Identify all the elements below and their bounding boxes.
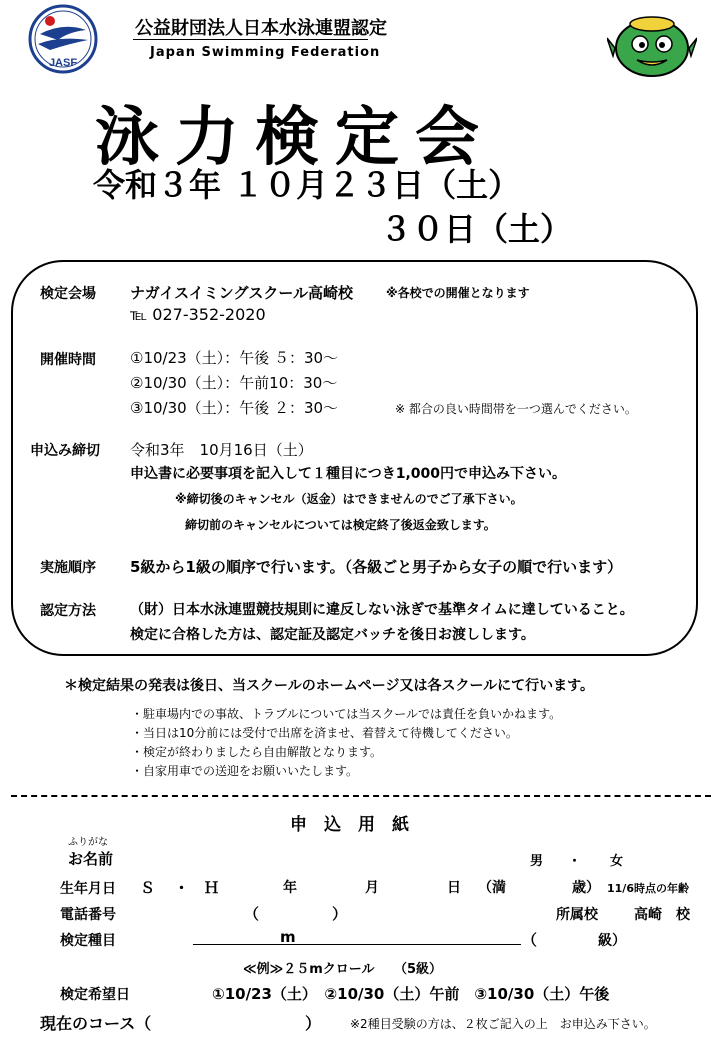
order-text: 5級から1級の順序で行います。（各級ごと男子から女子の順で行います） xyxy=(130,558,623,576)
event-date-line2: ３０日（土） xyxy=(380,210,573,248)
event-unit: m xyxy=(280,928,296,946)
jasf-logo xyxy=(28,4,98,74)
birth-year-unit: 年 xyxy=(283,880,297,896)
event-date-line1: 令和３年 １０月２３日（土） xyxy=(93,166,521,204)
phone-label: 電話番号 xyxy=(60,907,116,923)
grade-close: 級） xyxy=(598,933,626,949)
school-value: 高崎 校 xyxy=(634,907,690,923)
course-note: ※2種目受験の方は、２枚ご記入の上 お申込み下さい。 xyxy=(350,1017,656,1031)
course-label: 現在のコース（ xyxy=(40,1014,152,1033)
gender-male[interactable]: 男 xyxy=(530,854,544,869)
deadline-line3: 締切前のキャンセルについては検定終了後返金致します。 xyxy=(185,518,496,532)
page-title: 泳力検定会 xyxy=(95,101,495,175)
birth-day-unit: 日 xyxy=(447,880,461,896)
bullet-3: ・検定が終わりましたら自由解散となります。 xyxy=(131,745,383,759)
org-en: Japan Swimming Federation xyxy=(150,45,381,60)
phone-open: （ xyxy=(244,905,260,923)
course-close: ） xyxy=(305,1014,322,1033)
deadline-line2: ※締切後のキャンセル（返金）はできませんのでご了承下さい。 xyxy=(175,492,523,506)
school-label: 所属校 xyxy=(556,907,598,923)
bullet-1: ・駐車場内での事故、トラブルについては当スクールでは責任を負いかねます。 xyxy=(131,707,562,721)
form-title: 申 込 用 紙 xyxy=(290,815,409,835)
venue-label: 検定会場 xyxy=(40,286,96,302)
cut-line xyxy=(11,795,711,797)
gender-dot: ・ xyxy=(568,854,582,869)
birth-month-unit: 月 xyxy=(365,880,379,896)
age-open: （満 xyxy=(478,880,506,896)
event-example: ≪例≫２５mクロール （5級） xyxy=(243,962,443,977)
order-label: 実施順序 xyxy=(40,560,96,576)
date-options[interactable]: ①10/23（土） ②10/30（土）午前 ③10/30（土）午後 xyxy=(212,985,610,1003)
time-slot-3: ③10/30（土）：午後 ２：30～ xyxy=(130,399,339,417)
age-close: 歳） xyxy=(572,880,600,896)
venue-note: ※各校での開催となります xyxy=(386,286,530,300)
name-label: お名前 xyxy=(68,850,114,868)
deadline-line1: 申込書に必要事項を記入して１種目につき1,000円で申込み下さい。 xyxy=(130,466,567,482)
era-heisei[interactable]: Ｈ xyxy=(204,879,220,897)
time-label: 開催時間 xyxy=(40,352,96,368)
gender-female[interactable]: 女 xyxy=(610,854,624,869)
furigana-label: ふりがな xyxy=(68,837,108,848)
era-showa[interactable]: Ｓ xyxy=(140,879,156,897)
deadline-date: 令和3年 10月16日（土） xyxy=(130,441,313,459)
bullet-2: ・当日は10分前には受付で出席を済ませ、着替えて待機してください。 xyxy=(131,726,518,740)
venue-tel: ℡ 027-352-2020 xyxy=(130,305,266,324)
time-slot-1: ①10/23（土）：午後 ５：30～ xyxy=(130,349,339,367)
bullet-4: ・自家用車での送迎をお願いいたします。 xyxy=(131,764,359,778)
time-slot-2: ②10/30（土）：午前10：30～ xyxy=(130,374,338,392)
event-label: 検定種目 xyxy=(60,933,116,949)
phone-close: ） xyxy=(332,905,348,923)
event-underline[interactable] xyxy=(193,944,521,945)
header-divider xyxy=(133,39,368,40)
method-line1: （財）日本水泳連盟競技規則に違反しない泳ぎで基準タイムに達していること。 xyxy=(130,602,634,618)
time-note: ※ 都合の良い時間帯を一つ選んでください。 xyxy=(395,402,637,416)
age-note: 11/6時点の年齢 xyxy=(607,882,689,895)
logo-text: JASF xyxy=(48,57,78,69)
info-box xyxy=(11,260,698,656)
grade-open: （ xyxy=(522,931,538,949)
method-line2: 検定に合格した方は、認定証及認定バッチを後日お渡しします。 xyxy=(130,627,535,643)
kappa-mascot-image xyxy=(607,8,697,82)
era-dot: ・ xyxy=(174,879,190,897)
method-label: 認定方法 xyxy=(40,603,96,619)
org-jp: 公益財団法人日本水泳連盟認定 xyxy=(135,18,387,39)
deadline-label: 申込み締切 xyxy=(30,443,100,459)
birth-label: 生年月日 xyxy=(60,881,116,897)
venue-name: ナガイスイミングスクール高崎校 xyxy=(130,284,354,302)
result-announcement: ＊検定結果の発表は後日、当スクールのホームページ又は各スクールにて行います。 xyxy=(64,678,595,694)
date-label: 検定希望日 xyxy=(60,987,130,1003)
